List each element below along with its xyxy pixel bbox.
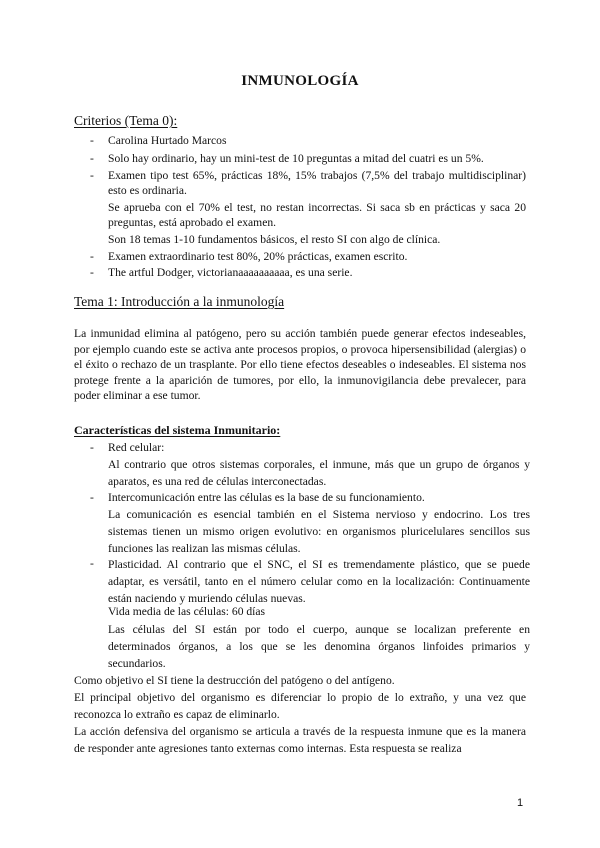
- caracteristica-text: Vida media de las células: 60 días: [108, 605, 266, 618]
- criterio-item: Carolina Hurtado Marcos: [108, 134, 227, 147]
- criterio-item: Examen tipo test 65%, prácticas 18%, 15% trabajos (7,5% del trabajo multidisciplinar) esto es ordinaria.: [108, 169, 526, 197]
- caracteristica-text: La comunicación es esencial también en el Sistema nervioso y endocrino. Los tres sistemas tienen un mismo origen evolutivo: en organismos pluricelulares sencillos sus funciones las realizan las mismas células.: [108, 508, 530, 555]
- intro-paragraph: La inmunidad elimina al patógeno, pero su acción también puede generar efectos indeseables, por ejemplo cuando este se activa ante procesos propios, o provoca hipersensibilidad (alergias) o el éxito o rechazo de un trasplante. Por ello tiene efectos deseables o indeseables. El sistema nos protege frente a la aparición de tumores, por ello, la inmunovigilancia debe prevalecer, para poder eliminar a ese tumor.: [74, 327, 526, 402]
- criterio-item: Examen extraordinario test 80%, 20% prácticas, examen escrito.: [108, 250, 408, 263]
- tema1-heading: Tema 1: Introducción a la inmunología: [74, 294, 285, 309]
- page-title: INMUNOLOGÍA: [241, 73, 359, 89]
- criterios-heading: Criterios (Tema 0):: [74, 113, 178, 128]
- caracteristicas-heading: Características del sistema Inmunitario:: [74, 423, 281, 437]
- bullet-dash: -: [90, 134, 94, 147]
- bullet-dash: -: [90, 441, 94, 454]
- caracteristica-title: Intercomunicación entre las células es la base de su funcionamiento.: [108, 491, 425, 504]
- criterio-item: The artful Dodger, victorianaaaaaaaaaa, es una serie.: [108, 266, 353, 279]
- caracteristica-text: Al contrario que otros sistemas corporales, el inmune, más que un grupo de órganos y aparatos, es una red de células interconectadas.: [108, 458, 530, 488]
- criterio-item: Solo hay ordinario, hay un mini-test de 10 preguntas a mitad del cuatri es un 5%.: [108, 152, 484, 165]
- bullet-dash: -: [90, 491, 94, 504]
- criterio-subtext: Se aprueba con el 70% el test, no restan incorrectas. Si saca sb en prácticas y saca 20 preguntas, está aprobado el examen.: [108, 201, 526, 229]
- bullet-dash: -: [90, 169, 94, 182]
- bullet-dash: -: [90, 266, 94, 279]
- caracteristica-title: Plasticidad. Al contrario que el SNC, el SI es tremendamente plástico, que se puede adaptar, es versátil, tanto en el número celular como en la localización: Continuamente están naciendo y muriendo células nuevas.: [108, 558, 530, 605]
- bullet-dash: -: [90, 557, 94, 570]
- criterio-subtext: Son 18 temas 1-10 fundamentos básicos, el resto SI con algo de clínica.: [108, 233, 441, 246]
- closing-paragraph: La acción defensiva del organismo se articula a través de la respuesta inmune que es la manera de responder ante agresiones tanto externas como internas. Esta respuesta se realiza: [74, 725, 526, 755]
- page-number: 1: [517, 797, 524, 809]
- caracteristica-title: Red celular:: [108, 441, 165, 454]
- closing-paragraph: Como objetivo el SI tiene la destrucción del patógeno o del antígeno.: [74, 674, 395, 687]
- caracteristica-text: Las células del SI están por todo el cuerpo, aunque se localizan preferente en determinados órganos, a los que se les denomina órganos linfoides primarios y secundarios.: [108, 623, 530, 670]
- closing-paragraph: El principal objetivo del organismo es diferenciar lo propio de lo extraño, y una vez que reconozca lo extraño es capaz de eliminarlo.: [74, 691, 526, 721]
- bullet-dash: -: [90, 152, 94, 165]
- bullet-dash: -: [90, 250, 94, 263]
